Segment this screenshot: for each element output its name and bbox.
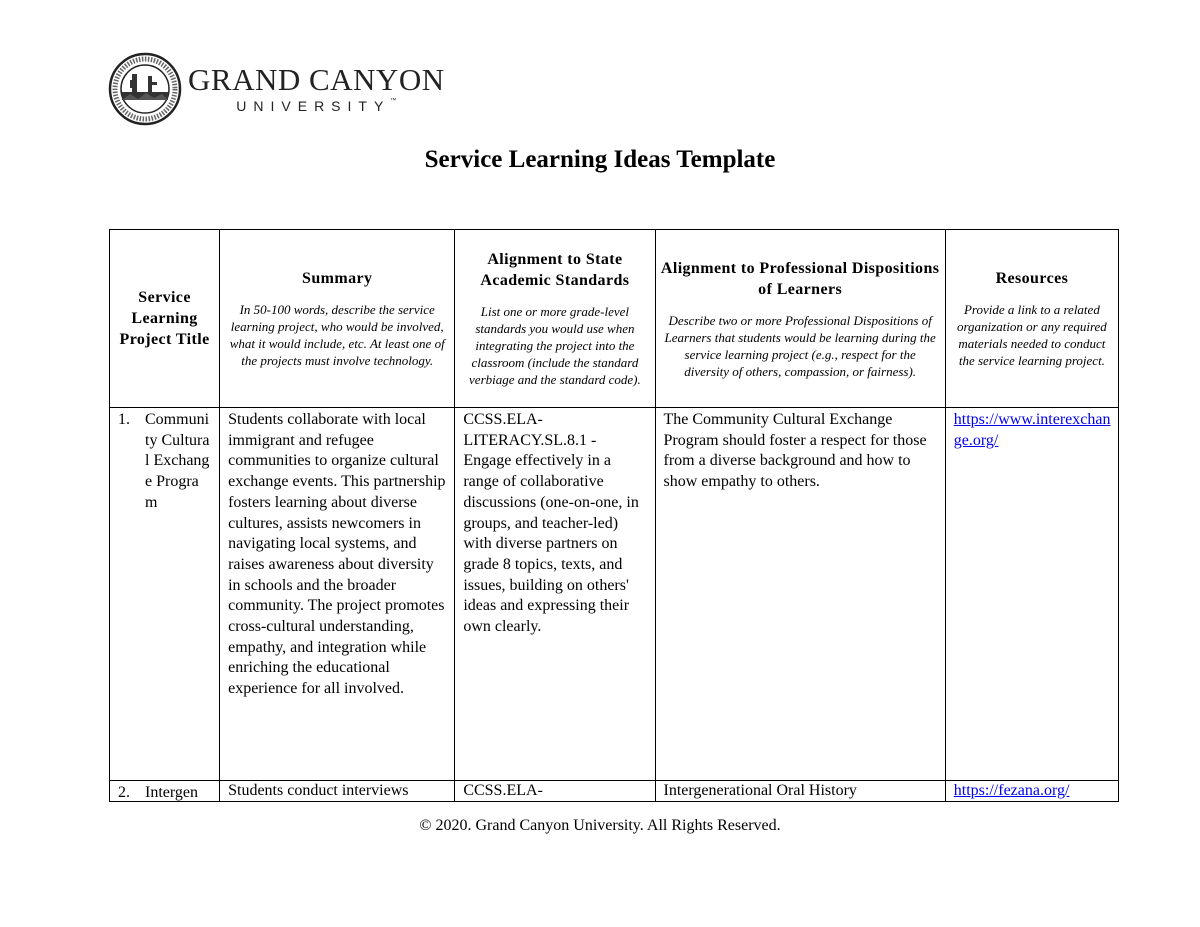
header-summary: Summary In 50-100 words, describe the service learning project, who would be involved, what it would include, etc. At least one of the projects must involve technology.	[220, 230, 455, 408]
summary-cell: Students conduct interviews	[220, 781, 455, 803]
ideas-table	[109, 229, 1119, 802]
university-seal-icon	[108, 52, 182, 126]
resources-cell	[945, 408, 1118, 781]
header-state-standards: Alignment to State Academic Standards List one or more grade-level standards you would use when integrating the project into the classroom (include the standard verbiage and the standard code).	[455, 230, 655, 408]
header-project-title: Service Learning Project Title	[110, 230, 220, 408]
header-resources: Resources Provide a link to a related organization or any required materials needed to conduct the service learning project.	[945, 230, 1118, 408]
logo-name-line2: UNIVERSITY™	[236, 98, 397, 114]
resource-link[interactable]: https://fezana.org/	[953, 782, 1070, 799]
dispositions-cell: Intergenerational Oral History	[655, 781, 945, 803]
project-title-cell	[110, 781, 220, 803]
resource-link[interactable]: https://www.interexchange.org/	[953, 411, 1111, 449]
row-number: 1.	[118, 411, 130, 428]
summary-cell: Students collaborate with local immigrant and refugee communities to organize cultural exchange events. This partnership fosters learning about diverse cultures, assists newcomers in navigating local systems, and raises awareness about diversity in schools and the broader community. The project promotes cross-cultural understanding, empathy, and integration while enriching the educational experience for all involved.	[220, 408, 455, 781]
university-logo	[108, 52, 445, 126]
copyright-footer: © 2020. Grand Canyon University. All Rights Reserved.	[419, 817, 781, 834]
project-title: Community Cultural Exchange Program	[145, 411, 210, 511]
standards-cell: CCSS.ELA-LITERACY.SL.8.1 - Engage effectively in a range of collaborative discussions (one-on-one, in groups, and teacher-led) with diverse partners on grade 8 topics, texts, and issues, building on others' ideas and expressing their own clearly.	[455, 408, 655, 781]
table-row	[110, 781, 1119, 803]
logo-name-line1: GRAND CANYON	[188, 62, 445, 97]
document-title: Service Learning Ideas Template	[424, 146, 776, 173]
project-title: Intergen	[145, 784, 199, 801]
table-header-row	[110, 230, 1119, 408]
header-professional-dispositions: Alignment to Professional Dispositions of Learners Describe two or more Professional Dispositions of Learners that students would be learning during the service learning project (e.g., respect for the diversity of others, compassion, or fairness).	[655, 230, 945, 408]
table-row	[110, 408, 1119, 781]
row-number: 2.	[118, 784, 130, 801]
resources-cell	[945, 781, 1118, 803]
dispositions-cell: The Community Cultural Exchange Program should foster a respect for those from a diverse background and how to show empathy to others.	[655, 408, 945, 781]
standards-cell: CCSS.ELA-	[455, 781, 655, 803]
project-title-cell	[110, 408, 220, 781]
